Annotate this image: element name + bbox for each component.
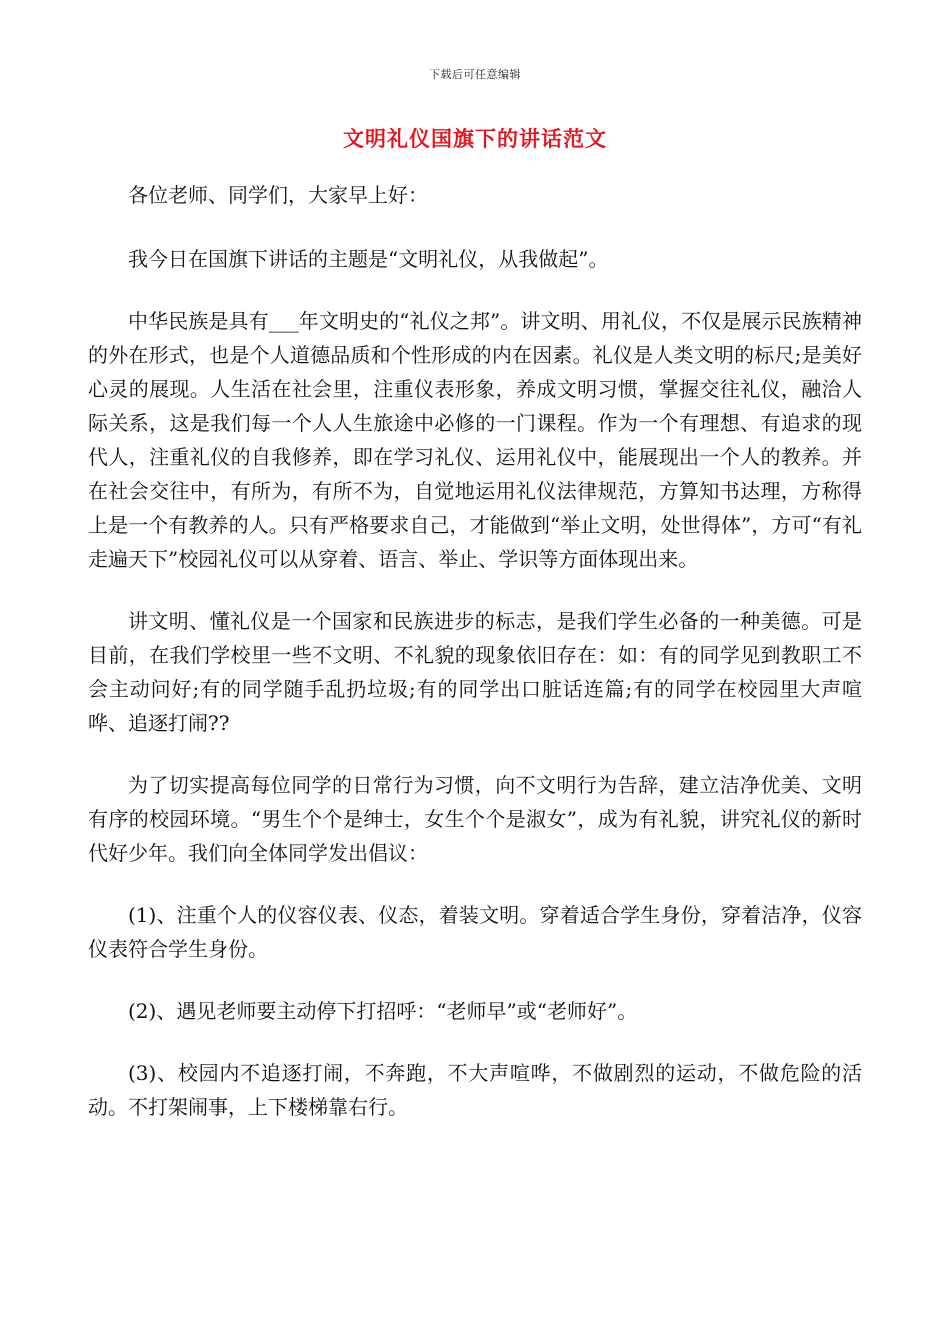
paragraph-greeting: 各位老师、同学们，大家早上好： xyxy=(128,183,428,207)
paragraph-rule-2: (2)、遇见老师要主动停下打招呼：“老师早”或“老师好”。 xyxy=(128,999,638,1023)
paragraph-proposal-intro: 为了切实提高每位同学的日常行为习惯，向不文明行为告辞，建立洁净优美、文明有序的校园环境。“男生个个是绅士，女生个个是淑女”，成为有礼貌，讲究礼仪的新时代好少年。我们向全体同学发出倡议： xyxy=(88,773,862,865)
paragraph-current-problems: 讲文明、懂礼仪是一个国家和民族进步的标志，是我们学生必备的一种美德。可是目前，在我们学校里一些不文明、不礼貌的现象依旧存在：如：有的同学见到教职工不会主动问好;有的同学随手乱扔垃圾;有的同学出口脏话连篇;有的同学在校园里大声喧哗、追逐打闹?? xyxy=(88,609,862,735)
paragraph-topic: 我今日在国旗下讲话的主题是“文明礼仪，从我做起”。 xyxy=(128,247,609,271)
paragraph-rule-3: (3)、校园内不追逐打闹，不奔跑，不大声喧哗，不做剧烈的运动，不做危险的活动。不打架闹事，上下楼梯靠右行。 xyxy=(88,1061,862,1119)
document-title: 文明礼仪国旗下的讲话范文 xyxy=(343,126,607,151)
header-note: 下载后可任意编辑 xyxy=(429,68,521,81)
paragraph-etiquette-nation: 中华民族是具有___年文明史的“礼仪之邦”。讲文明、用礼仪，不仅是展示民族精神的外在形式，也是个人道德品质和个性形成的内在因素。礼仪是人类文明的标尺;是美好心灵的展现。人生活在社会里，注重仪表形象，养成文明习惯，掌握交往礼仪，融洽人际关系，这是我们每一个人人生旅途中必修的一门课程。作为一个有理想、有追求的现代人，注重礼仪的自我修养，即在学习礼仪、运用礼仪中，能展现出一个人的教养。并在社会交往中，有所为，有所不为，自觉地运用礼仪法律规范，方算知书达理，方称得上是一个有教养的人。只有严格要求自己，才能做到“举止文明，处世得体”，方可“有礼走遍天下”校园礼仪可以从穿着、语言、举止、学识等方面体现出来。 xyxy=(88,309,862,571)
document-body xyxy=(88,178,862,1152)
paragraph-rule-1: (1)、注重个人的仪容仪表、仪态，着装文明。穿着适合学生身份，穿着洁净，仪容仪表符合学生身份。 xyxy=(88,903,862,961)
